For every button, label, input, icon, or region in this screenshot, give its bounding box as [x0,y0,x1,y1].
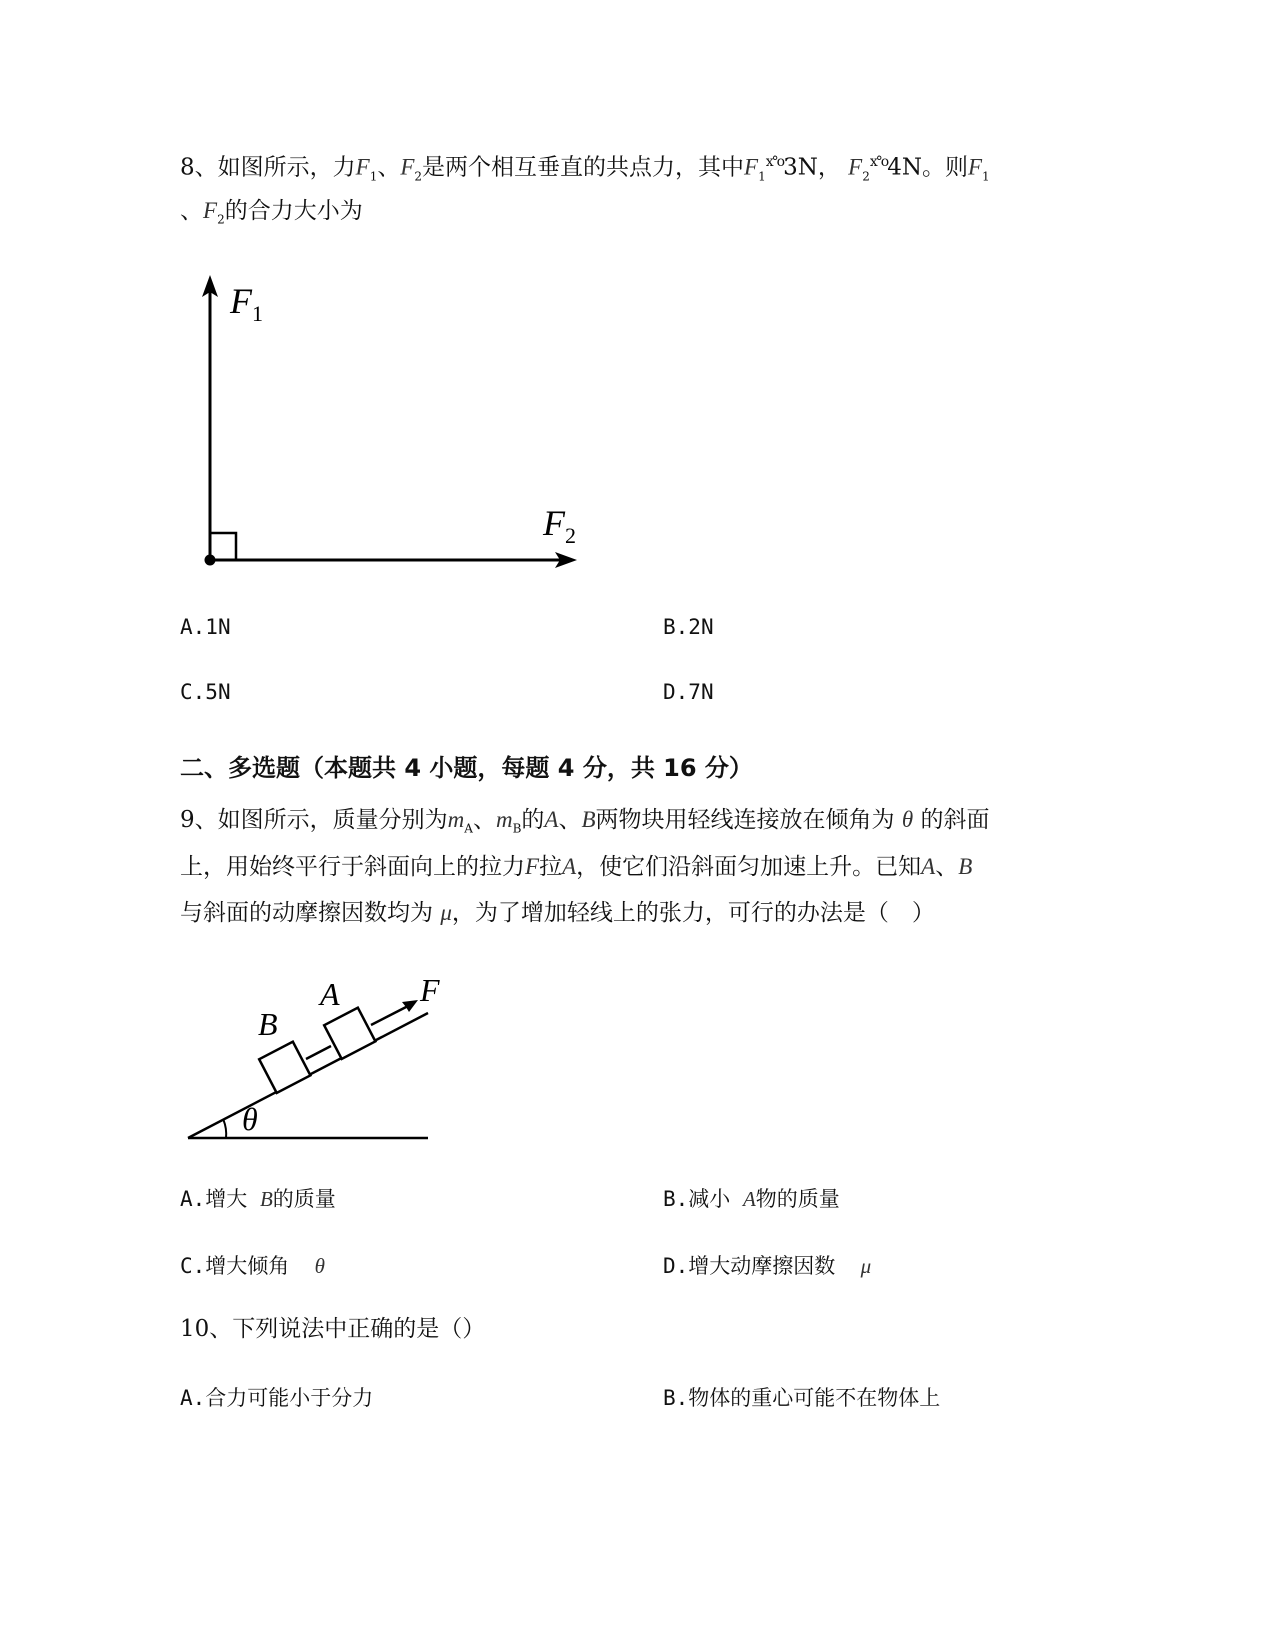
q9-incline-diagram [180,965,470,1150]
equals-glyph: x°o [765,154,784,170]
right-angle-marker [210,533,236,560]
block-a [324,1008,375,1059]
q8-stem-line-2: 、$F_2$的合力大小为 [180,198,363,227]
angle-arc [224,1120,227,1138]
connecting-string [306,1046,331,1059]
q8-option-c[interactable]: C.5N [180,680,231,704]
q8-option-d[interactable]: D.7N [663,680,714,704]
q9-stem-line-3: 与斜面的动摩擦因数均为 μ，为了增加轻线上的张力，可行的办法是（ ） [180,900,935,926]
q9-option-b[interactable]: B.减小 A物的质量 [663,1187,840,1211]
label-b: B [258,1006,278,1042]
label-f: F [420,972,440,1008]
q9-stem-line-1: 9、如图所示，质量分别为$m_A$、$m_B$的A、B两物块用轻线连接放在倾角为 θ 的斜面 [180,807,990,836]
q10-stem: 10、下列说法中正确的是（） [180,1316,486,1342]
label-f1: $F_1$ [230,281,263,326]
q9-option-c[interactable]: C.增大倾角 θ [180,1254,325,1278]
q10-option-a[interactable]: A.合力可能小于分力 [180,1386,374,1410]
q10-option-b[interactable]: B.物体的重心可能不在物体上 [663,1386,941,1410]
q9-option-a[interactable]: A.增大 B的质量 [180,1187,336,1211]
label-a: A [320,976,340,1012]
block-b [259,1042,310,1093]
label-f2: $F_2$ [543,503,576,548]
q9-stem-line-2: 上，用始终平行于斜面向上的拉力F拉A，使它们沿斜面匀加速上升。已知A、B [180,854,973,880]
q8-option-a[interactable]: A.1N [180,615,231,639]
q8-option-b[interactable]: B.2N [663,615,714,639]
force-f-arrowhead [402,1000,418,1012]
force-f-vector [371,1005,410,1025]
var-f2: F [400,154,415,180]
label-theta: θ [242,1101,258,1137]
q8-stem-line-1: 8、如图所示，力$F_1$、$F_2$是两个相互垂直的共点力，其中$F_1^{x^\circ o}3N$， $F_2^{x^\circ o}4N$。则$F_1$ [180,154,990,184]
origin-point [205,555,216,566]
q8-force-diagram [190,265,610,585]
section-title: 二、多选题（本题共 4 小题，每题 4 分，共 16 分） [180,754,753,782]
var-f1: F [355,154,370,180]
q9-option-d[interactable]: D.增大动摩擦因数 μ [663,1254,872,1278]
